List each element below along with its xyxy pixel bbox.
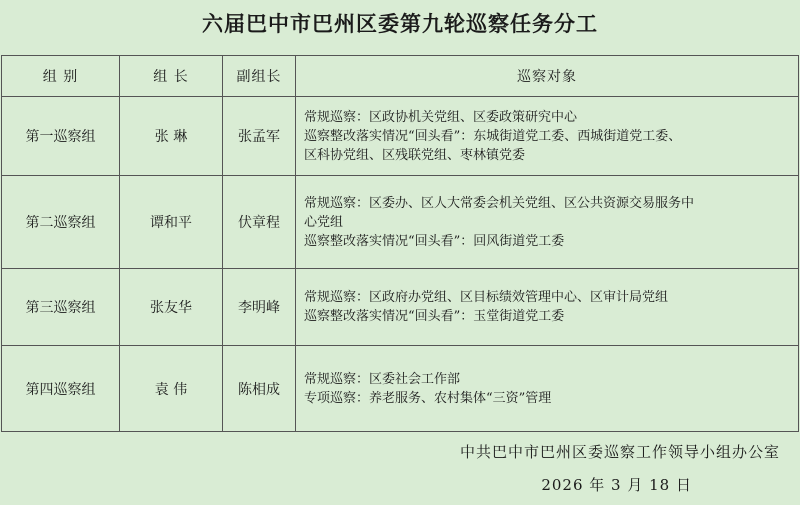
- table-header-row: [2, 56, 799, 97]
- target-line: 心党组: [304, 214, 344, 230]
- target-line: 专项巡察：养老服务、农村集体“三资”管理: [304, 390, 552, 406]
- target-line: 常规巡察：区政协机关党组、区委政策研究中心: [304, 109, 578, 125]
- deputy-cell: 李明峰: [223, 269, 296, 346]
- assignment-table: [1, 55, 799, 432]
- target-line: 巡察整改落实情况“回头看”：玉堂街道党工委: [304, 309, 565, 324]
- header-targets: 巡察对象: [296, 56, 799, 97]
- header-leader: 组 长: [120, 56, 223, 97]
- targets-cell: [296, 176, 799, 269]
- group-cell: 第三巡察组: [2, 269, 120, 346]
- issuing-office: 中共巴中市巴州区委巡察工作领导小组办公室: [459, 443, 780, 461]
- target-line: 常规巡察：区委社会工作部: [304, 371, 461, 387]
- targets-cell: [296, 346, 799, 432]
- targets-cell: [296, 97, 799, 176]
- target-line: 常规巡察：区委办、区人大常委会机关党组、区公共资源交易服务中: [304, 195, 695, 211]
- header-group: 组 别: [2, 56, 120, 97]
- page-title: 六届巴中市巴州区委第九轮巡察任务分工: [202, 12, 598, 36]
- targets-cell: [296, 269, 799, 346]
- group-cell: 第四巡察组: [2, 346, 120, 432]
- leader-cell: 张 琳: [120, 97, 223, 176]
- leader-cell: 张友华: [120, 269, 223, 346]
- target-line: 巡察整改落实情况“回头看”：东城街道党工委、西城街道党工委、: [304, 128, 682, 144]
- table-row: [2, 176, 799, 269]
- deputy-cell: 伏章程: [223, 176, 296, 269]
- table-row: [2, 97, 799, 176]
- deputy-cell: 陈相成: [223, 346, 296, 432]
- table-row: [2, 346, 799, 432]
- leader-cell: 袁 伟: [120, 346, 223, 432]
- leader-cell: 谭和平: [120, 176, 223, 269]
- deputy-cell: 张孟军: [223, 97, 296, 176]
- target-line: 巡察整改落实情况“回头看”：回风街道党工委: [304, 233, 565, 249]
- issue-date: 2026 年 3 月 18 日: [541, 476, 692, 494]
- group-cell: 第一巡察组: [2, 97, 120, 176]
- table-row: [2, 269, 799, 346]
- target-line: 区科协党组、区残联党组、枣林镇党委: [304, 147, 526, 163]
- header-deputy: 副组长: [223, 56, 296, 97]
- target-line: 常规巡察：区政府办党组、区目标绩效管理中心、区审计局党组: [304, 290, 669, 305]
- group-cell: 第二巡察组: [2, 176, 120, 269]
